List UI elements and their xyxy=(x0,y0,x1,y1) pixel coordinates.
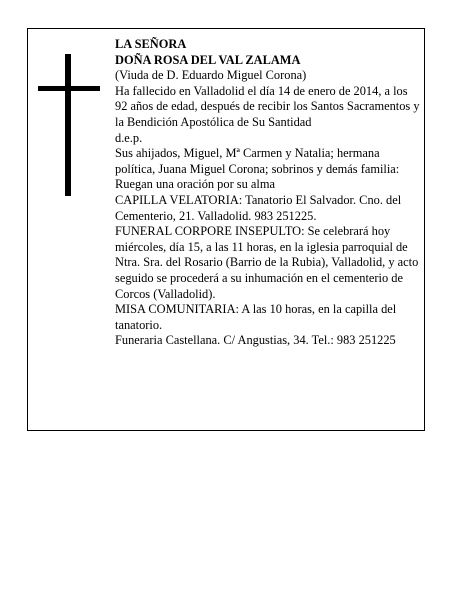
family-paragraph: Sus ahijados, Miguel, Mª Carmen y Natalia; hermana política, Juana Miguel Corona; sobrinos y demás familia: xyxy=(115,146,400,176)
widow-line: (Viuda de D. Eduardo Miguel Corona) xyxy=(115,68,307,83)
title-honorific: LA SEÑORA xyxy=(115,37,187,51)
mass-paragraph: MISA COMUNITARIA: A las 10 horas, en la capilla del tanatorio. xyxy=(115,302,397,332)
death-paragraph: Ha fallecido en Valladolid el día 14 de enero de 2014, a los 92 años de edad, después de recibir los Santos Sacramentos y la Bendición Apostólica de Su Santidad xyxy=(115,83,420,129)
obituary-text xyxy=(115,37,421,349)
cross-vertical-bar xyxy=(65,54,71,196)
prayer-line: Ruegan una oración por su alma xyxy=(115,177,275,192)
wake-paragraph: CAPILLA VELATORIA: Tanatorio El Salvador. Cno. del Cementerio, 21. Valladolid. 983 251225. xyxy=(115,192,402,223)
cross-icon xyxy=(38,54,100,196)
deceased-name: DOÑA ROSA DEL VAL ZALAMA xyxy=(115,52,301,67)
funeral-paragraph: FUNERAL CORPORE INSEPULTO: Se celebrará hoy miércoles, día 15, a las 11 horas, en la iglesia parroquial de Ntra. Sra. del Rosario (Barrio de la Rubia), Valladolid, y acto seguido se procederá a su inhumación en el cementerio de Corcos (Valladolid). xyxy=(115,224,419,301)
funeral-home-line: Funeraria Castellana. C/ Angustias, 34. Tel.: 983 251225 xyxy=(115,333,396,348)
dep-line: d.e.p. xyxy=(115,130,143,145)
cross-horizontal-bar xyxy=(38,86,100,91)
